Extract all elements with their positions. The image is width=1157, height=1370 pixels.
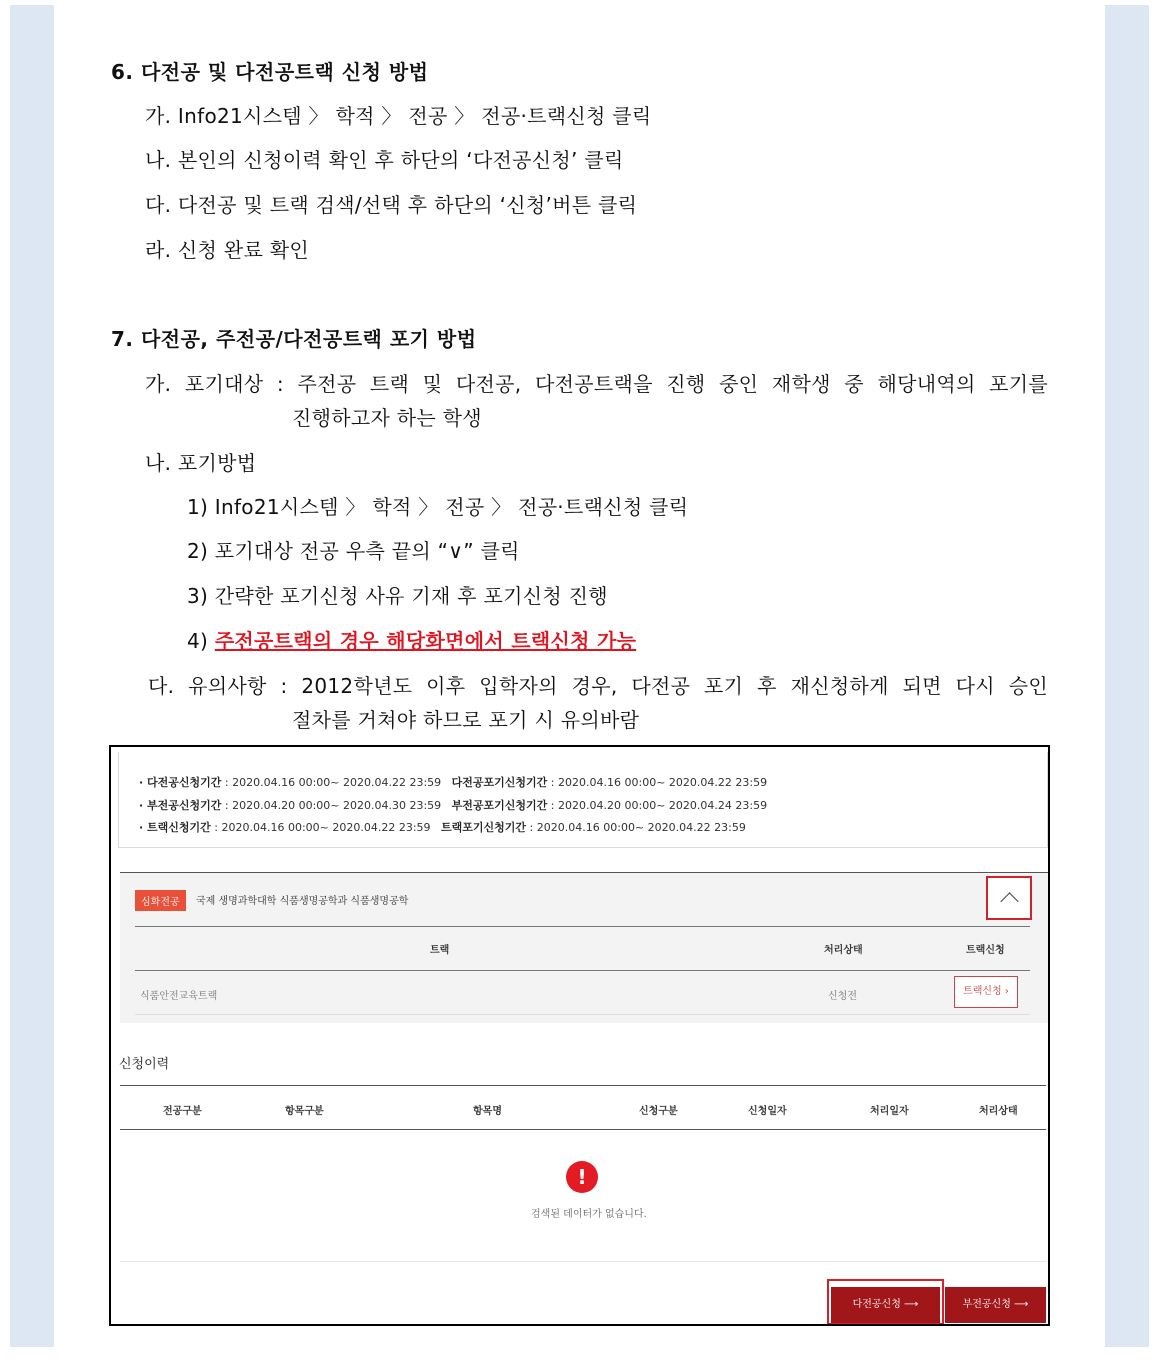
period-value: : 2020.04.16 00:00~ 2020.04.22 23:59 — [547, 776, 768, 789]
period-value: : 2020.04.20 00:00~ 2020.04.30 23:59 — [221, 799, 442, 812]
major-type-badge: 심화전공 — [135, 890, 186, 911]
section-7-ga-line2: 진행하고자 하는 학생 — [292, 406, 482, 430]
history-header-process-date: 처리일자 — [870, 1106, 909, 1117]
period-row — [139, 774, 767, 790]
section-7-ga-line1: 가. 포기대상 : 주전공 트랙 및 다전공, 다전공트랙을 진행 중인 재학생 중 해당내역의 포기를 — [145, 372, 1048, 396]
major-track-panel — [120, 872, 1048, 1023]
section-6-item-ra: 라. 신청 완료 확인 — [145, 238, 309, 262]
section-7-title: 7. 다전공, 주전공/다전공트랙 포기 방법 — [111, 327, 477, 351]
track-header-track: 트랙 — [430, 945, 450, 956]
multi-major-apply-button[interactable]: 다전공신청 ⟶ — [831, 1287, 940, 1323]
section-6-title: 6. 다전공 및 다전공트랙 신청 방법 — [111, 60, 429, 84]
history-bottom-line — [120, 1261, 1046, 1262]
section-7-da-line1: 다. 유의사항 : 2012학년도 이후 입학자의 경우, 다전공 포기 후 재신청하게 되면 다시 승인 — [148, 674, 1048, 698]
track-apply-button[interactable]: 트랙신청 › — [954, 976, 1018, 1008]
track-row-status: 신청전 — [828, 991, 857, 1002]
collapse-toggle-button[interactable] — [986, 876, 1032, 920]
history-header-apply-date: 신청일자 — [748, 1106, 787, 1117]
alert-icon: ! — [566, 1161, 598, 1193]
period-row — [139, 819, 746, 835]
period-value: : 2020.04.16 00:00~ 2020.04.22 23:59 — [210, 821, 431, 834]
section-6-item-ga: 가. Info21시스템 〉 학적 〉 전공 〉 전공·트랙신청 클릭 — [145, 104, 652, 128]
period-label: 다전공포기신청기간 — [451, 776, 548, 789]
chevron-up-icon — [1000, 892, 1018, 910]
section-7-step-3: 3) 간략한 포기신청 사유 기재 후 포기신청 진행 — [187, 584, 608, 608]
no-data-message: 검색된 데이터가 없습니다. — [531, 1209, 647, 1220]
track-table-header-line — [135, 970, 1030, 971]
period-label: 트랙포기신청기간 — [441, 821, 527, 834]
major-name: 국제 생명과학대학 식품생명공학과 식품생명공학 — [196, 896, 409, 907]
period-label: · 부전공신청기간 — [139, 799, 222, 812]
embedded-screenshot — [109, 745, 1050, 1326]
left-margin-band — [10, 5, 54, 1347]
history-header-line — [120, 1129, 1046, 1130]
history-header-process-status: 처리상태 — [979, 1106, 1018, 1117]
section-6-item-da: 다. 다전공 및 트랙 검색/선택 후 하단의 ‘신청’버튼 클릭 — [145, 193, 638, 217]
step-4-highlight-text: 주전공트랙의 경우 해당화면에서 트랙신청 가능 — [214, 629, 637, 653]
period-label: 부전공포기신청기간 — [451, 799, 548, 812]
period-info-box — [118, 752, 1048, 848]
period-value: : 2020.04.16 00:00~ 2020.04.22 23:59 — [526, 821, 746, 834]
track-header-apply: 트랙신청 — [966, 945, 1005, 956]
period-row — [139, 797, 767, 813]
period-value: : 2020.04.20 00:00~ 2020.04.24 23:59 — [547, 799, 768, 812]
history-top-line — [120, 1085, 1046, 1086]
track-row-name: 식품안전교육트랙 — [140, 991, 218, 1002]
history-header-item-type: 항목구분 — [285, 1106, 324, 1117]
section-6-item-na: 나. 본인의 신청이력 확인 후 하단의 ‘다전공신청’ 클릭 — [145, 148, 624, 172]
history-header-apply-type: 신청구분 — [639, 1106, 678, 1117]
section-7-step-4 — [187, 625, 636, 654]
history-header-item-name: 항목명 — [473, 1106, 502, 1117]
period-value: : 2020.04.16 00:00~ 2020.04.22 23:59 — [221, 776, 442, 789]
track-table-top-line — [135, 926, 1030, 927]
history-title: 신청이력 — [119, 1057, 170, 1072]
period-label: · 다전공신청기간 — [139, 776, 222, 789]
section-7-da-line2: 절차를 거쳐야 하므로 포기 시 유의바람 — [292, 708, 640, 732]
section-7-step-2: 2) 포기대상 전공 우측 끝의 “∨” 클릭 — [187, 539, 520, 563]
minor-apply-button[interactable]: 부전공신청 ⟶ — [945, 1287, 1046, 1323]
history-header-major-type: 전공구분 — [163, 1106, 202, 1117]
right-margin-band — [1105, 5, 1149, 1347]
track-header-status: 처리상태 — [824, 945, 863, 956]
period-label: · 트랙신청기간 — [139, 821, 211, 834]
track-table-bottom-line — [135, 1014, 1030, 1015]
step-4-number: 4) — [187, 629, 209, 653]
section-7-na: 나. 포기방법 — [145, 451, 257, 475]
section-7-step-1: 1) Info21시스템 〉 학적 〉 전공 〉 전공·트랙신청 클릭 — [187, 495, 689, 519]
